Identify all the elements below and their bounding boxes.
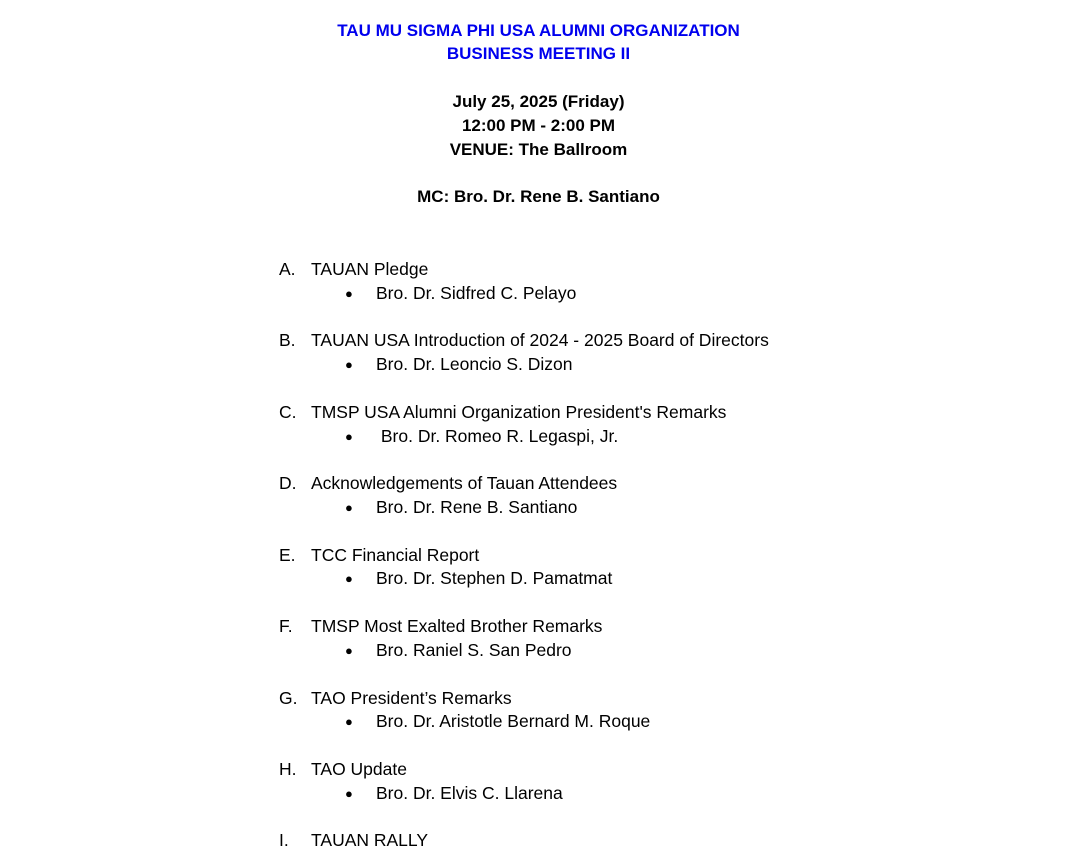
agenda-item-letter: F.: [279, 616, 293, 636]
agenda-item: [279, 543, 479, 567]
bullet-icon: ●: [345, 429, 353, 444]
agenda-item-title: TAUAN Pledge: [311, 259, 429, 279]
agenda-item-letter: A.: [279, 259, 296, 279]
agenda-item-title: Acknowledgements of Tauan Attendees: [311, 473, 618, 493]
bullet-icon: ●: [345, 714, 353, 729]
agenda-speaker-name: Bro. Dr. Sidfred C. Pelayo: [376, 283, 577, 303]
meeting-venue: VENUE: The Ballroom: [449, 140, 628, 159]
bullet-icon: ●: [345, 357, 353, 372]
agenda-speaker-name: Bro. Dr. Leoncio S. Dizon: [376, 354, 573, 374]
bullet-icon: ●: [345, 500, 353, 515]
bullet-icon: ●: [345, 786, 353, 801]
agenda-item: [279, 828, 428, 852]
agenda-item: [279, 614, 602, 638]
meeting-mc: MC: Bro. Dr. Rene B. Santiano: [417, 187, 660, 206]
meeting-date: July 25, 2025 (Friday): [452, 92, 625, 111]
agenda-speaker-name: Bro. Dr. Aristotle Bernard M. Roque: [376, 711, 651, 731]
agenda-speaker-name: Bro. Dr. Elvis C. Llarena: [376, 783, 563, 803]
agenda-item-title: TAO Update: [311, 759, 407, 779]
meeting-time: 12:00 PM - 2:00 PM: [461, 116, 616, 135]
agenda-speaker: [345, 781, 563, 806]
agenda-item: [279, 328, 769, 352]
agenda-speaker-name: Bro. Dr. Stephen D. Pamatmat: [376, 568, 613, 588]
agenda-speaker: [345, 352, 572, 377]
agenda-item-letter: H.: [279, 759, 297, 779]
agenda-item-letter: D.: [279, 473, 297, 493]
agenda-item-letter: E.: [279, 545, 296, 565]
agenda-speaker: [345, 709, 650, 734]
agenda-speaker: [345, 566, 612, 591]
agenda-item-letter: G.: [279, 688, 298, 708]
agenda-speaker-name: Bro. Dr. Rene B. Santiano: [376, 497, 578, 517]
agenda-item-title: TAO President’s Remarks: [311, 688, 512, 708]
agenda-item: [279, 686, 512, 710]
agenda-item-title: TAUAN USA Introduction of 2024 - 2025 Board of Directors: [311, 330, 769, 350]
bullet-icon: ●: [345, 643, 353, 658]
agenda-speaker: [345, 495, 577, 520]
agenda-speaker: [345, 638, 572, 663]
agenda-item-letter: B.: [279, 330, 296, 350]
org-title: TAU MU SIGMA PHI USA ALUMNI ORGANIZATION: [337, 21, 740, 40]
agenda-item-title: TMSP Most Exalted Brother Remarks: [311, 616, 603, 636]
agenda-speaker-name: Bro. Dr. Romeo R. Legaspi, Jr.: [376, 426, 619, 446]
agenda-item: [279, 757, 407, 781]
agenda-item-title: TCC Financial Report: [311, 545, 480, 565]
agenda-item: [279, 400, 726, 424]
agenda-item-letter: C.: [279, 402, 297, 422]
bullet-icon: ●: [345, 286, 353, 301]
agenda-speaker: [345, 424, 618, 449]
agenda-speaker: [345, 281, 576, 306]
meeting-title: BUSINESS MEETING II: [446, 44, 631, 63]
agenda-item-title: TAUAN RALLY: [311, 830, 429, 850]
agenda-item-title: TMSP USA Alumni Organization President's Remarks: [311, 402, 727, 422]
agenda-item-letter: I.: [279, 830, 289, 850]
agenda-item: [279, 471, 617, 495]
agenda-item: [279, 257, 428, 281]
bullet-icon: ●: [345, 571, 353, 586]
agenda-speaker-name: Bro. Raniel S. San Pedro: [376, 640, 572, 660]
